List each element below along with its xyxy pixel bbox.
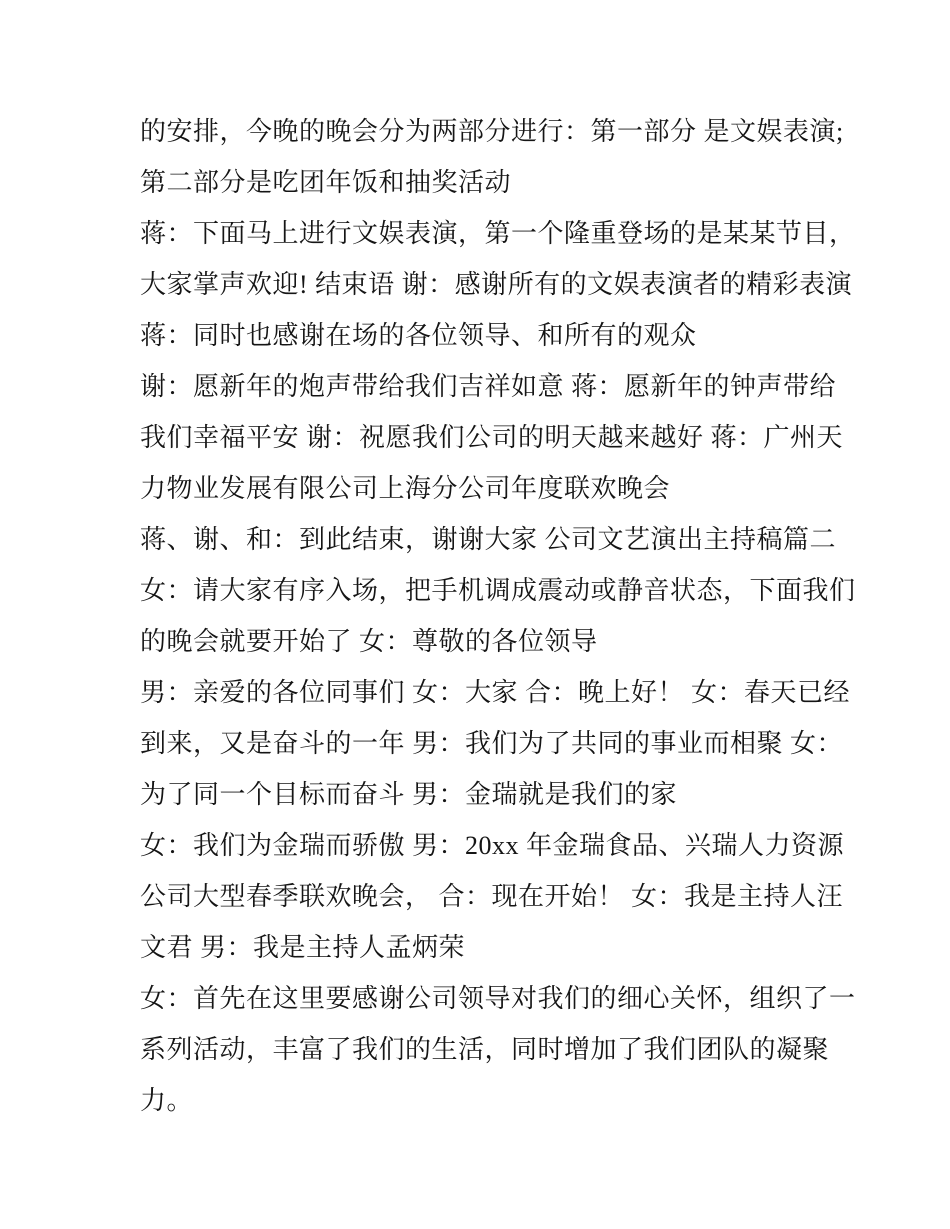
text-line: 力物业发展有限公司上海分公司年度联欢晚会: [140, 474, 671, 503]
text-line: 公司大型春季联欢晚会， 合：现在开始！ 女：我是主持人汪: [140, 882, 844, 911]
text-line: 女：我们为金瑞而骄傲 男：20xx 年金瑞食品、兴瑞人力资源: [140, 831, 845, 860]
text-line: 女：首先在这里要感谢公司领导对我们的细心关怀，组织了一: [140, 984, 856, 1013]
text-line: 蒋：下面马上进行文娱表演，第一个隆重登场的是某某节目，: [140, 219, 856, 248]
text-line: 女：请大家有序入场，把手机调成震动或静音状态，下面我们: [140, 576, 856, 605]
text-line: 谢：愿新年的炮声带给我们吉祥如意 蒋：愿新年的钟声带给: [140, 372, 837, 401]
text-line: 第二部分是吃团年饭和抽奖活动: [140, 168, 512, 197]
text-content: [140, 106, 856, 1126]
text-line: 男：亲爱的各位同事们 女：大家 合：晚上好！ 女：春天已经: [140, 678, 851, 707]
text-line: 系列活动，丰富了我们的生活，同时增加了我们团队的凝聚: [140, 1035, 830, 1064]
text-line: 蒋：同时也感谢在场的各位领导、和所有的观众: [140, 321, 697, 350]
text-line: 蒋、谢、和：到此结束，谢谢大家 公司文艺演出主持稿篇二: [140, 525, 837, 554]
text-line: 大家掌声欢迎! 结束语 谢：感谢所有的文娱表演者的精彩表演: [140, 270, 853, 299]
text-line: 的晚会就要开始了 女：尊敬的各位领导: [140, 627, 598, 656]
text-line: 到来，又是奋斗的一年 男：我们为了共同的事业而相聚 女：: [140, 729, 844, 758]
text-line: 为了同一个目标而奋斗 男：金瑞就是我们的家: [140, 780, 678, 809]
text-line: 文君 男：我是主持人孟炳荣: [140, 933, 466, 962]
text-line: 的安排，今晚的晚会分为两部分进行：第一部分 是文娱表演;: [140, 117, 844, 146]
text-line: 力。: [140, 1086, 194, 1115]
text-line: 我们幸福平安 谢：祝愿我们公司的明天越来越好 蒋：广州天: [140, 423, 844, 452]
